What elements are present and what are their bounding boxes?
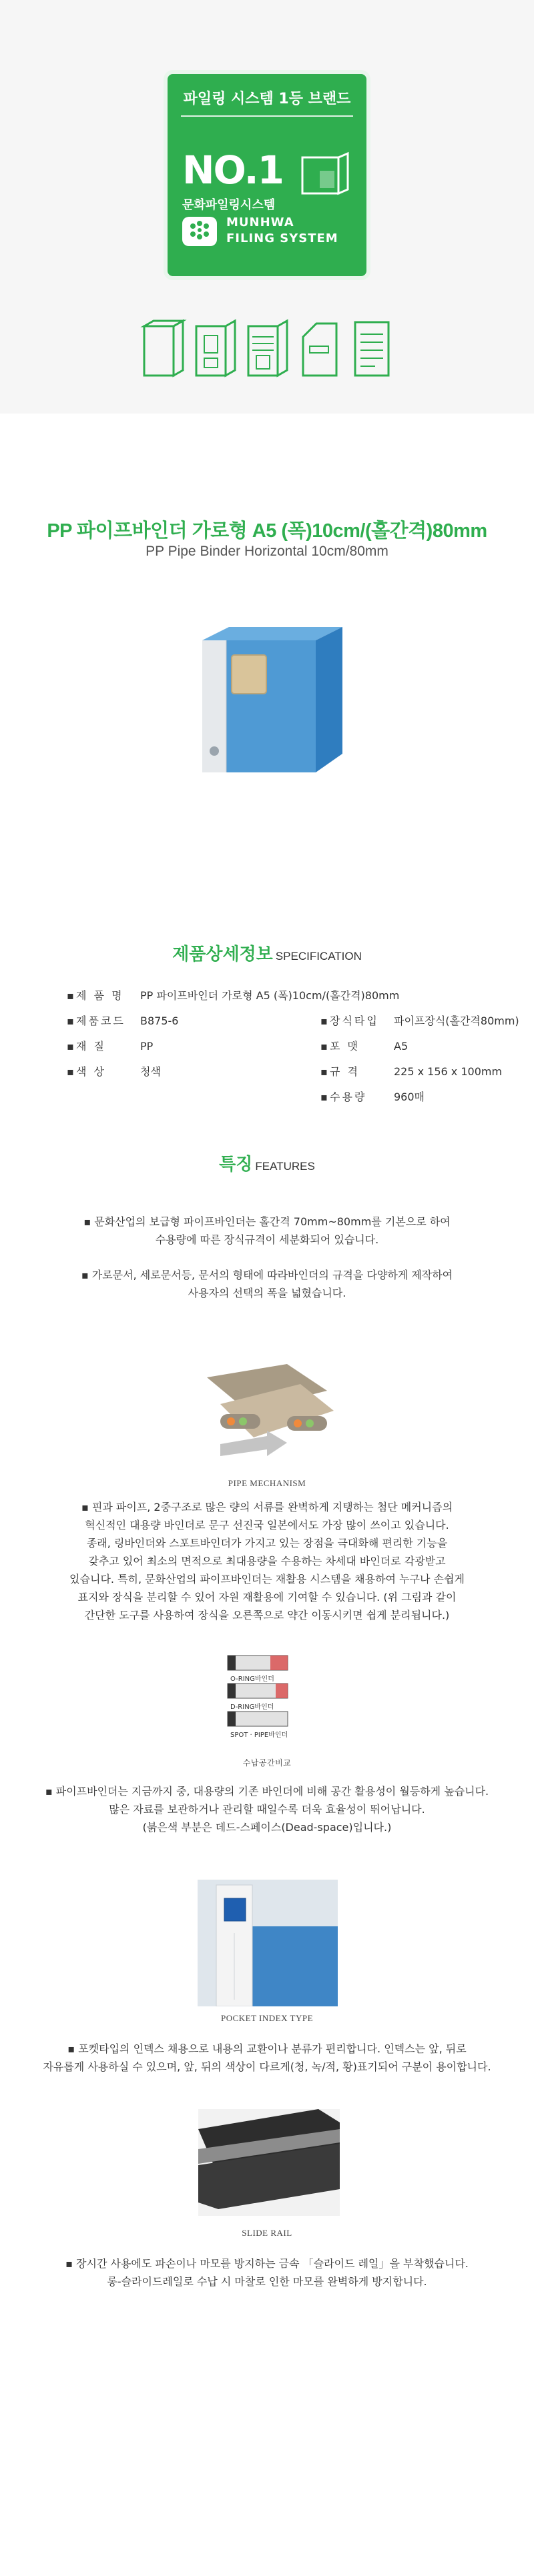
bullet: ▪ — [67, 1065, 74, 1078]
spec-value: A5 — [394, 1040, 409, 1053]
spec-label: 장식타입 — [330, 1015, 379, 1027]
paragraph-line: 혁신적인 대용량 바인더로 문구 선진국 일본에서도 가장 많이 쓰이고 있습니다. — [85, 1519, 449, 1531]
spec-value: 파이프장식(홀간격80mm) — [394, 1015, 519, 1027]
features-heading-ko: 특징 — [219, 1155, 253, 1175]
paragraph-line: 롱-슬라이드레일로 수납 시 마찰로 인한 마모를 완벽하게 방지합니다. — [107, 2275, 427, 2288]
spec-value: 225 x 156 x 100mm — [394, 1065, 503, 1078]
spec-label: 제 품 명 — [76, 989, 124, 1002]
paragraph-line: 표지와 장식을 분리할 수 있어 자원 재활용에 기여할 수 있습니다. (위 그림과 같이 — [77, 1591, 457, 1603]
comparison-label-dring: D-RING바인더 — [230, 1704, 274, 1711]
paragraph-line: 갖추고 있어 최소의 면적으로 최대용량을 수용하는 차세대 바인더로 각광받고 — [88, 1555, 446, 1567]
binder-icon — [300, 151, 353, 200]
brand-name-en-1: MUNHWA — [226, 215, 294, 229]
brand-name-en-2: FILING SYSTEM — [226, 231, 338, 245]
binder-icon — [140, 317, 187, 383]
product-subtitle: PP Pipe Binder Horizontal 10cm/80mm — [146, 544, 388, 559]
spec-row-capacity — [320, 1089, 425, 1104]
spec-value: PP — [140, 1040, 154, 1053]
comparison-label-oring: O-RING바인더 — [230, 1676, 274, 1683]
slide-rail-image — [198, 2109, 340, 2218]
file-box-icon — [296, 317, 343, 383]
spec-value: PP 파이프바인더 가로형 A5 (폭)10cm/(홀간격)80mm — [140, 989, 400, 1002]
feature-paragraph-4 — [13, 1782, 521, 1836]
brand-name-ko: 문화파일링시스템 — [182, 198, 276, 212]
paragraph-line: 있습니다. 특히, 문화산업의 파이프바인더는 재활용 시스템을 채용하여 누구나 손쉽게 — [69, 1573, 465, 1585]
binder-icon — [192, 317, 239, 383]
spec-heading-ko: 제품상세정보 — [172, 944, 273, 964]
paragraph-line: (붉은색 부분은 데드-스페이스(Dead-space)입니다.) — [142, 1821, 392, 1834]
spec-value: B875-6 — [140, 1015, 179, 1027]
spec-row-code — [67, 1013, 178, 1028]
brand-header — [0, 0, 534, 414]
bullet: ▪ — [320, 1091, 328, 1103]
spec-label: 포 맷 — [330, 1040, 360, 1053]
spec-value: 960매 — [394, 1091, 425, 1103]
document-icon — [348, 317, 395, 383]
paragraph-line: 사용자의 선택의 폭을 넓혔습니다. — [188, 1287, 346, 1299]
pocket-index-caption: POCKET INDEX TYPE — [220, 2013, 314, 2023]
spec-label: 색 상 — [76, 1065, 106, 1078]
spec-label: 제품코드 — [76, 1015, 125, 1027]
bullet: ▪ — [320, 1065, 328, 1078]
pipe-mechanism-image — [194, 1364, 340, 1467]
paragraph-line: ▪ 문화산업의 보급형 파이프바인더는 홀간격 70mm~80mm를 기본으로 하여 — [83, 1215, 451, 1228]
feature-paragraph-6 — [13, 2255, 521, 2291]
feature-paragraph-3 — [13, 1498, 521, 1624]
paragraph-line: ▪ 가로문서, 세로문서등, 문서의 형태에 따라바인더의 규격을 다양하게 제작하여 — [81, 1269, 453, 1281]
divider — [181, 115, 353, 117]
feature-paragraph-2 — [0, 1266, 534, 1302]
feature-paragraph-1 — [0, 1213, 534, 1249]
spec-heading-en: SPECIFICATION — [275, 950, 362, 962]
bullet: ▪ — [67, 1040, 74, 1053]
munhwa-logo-icon — [182, 217, 217, 246]
spec-row-format — [320, 1038, 408, 1053]
paragraph-line: 많은 자료를 보관하거나 관리할 때일수록 더욱 효율성이 뛰어납니다. — [109, 1803, 425, 1816]
spec-label: 수용량 — [330, 1091, 367, 1103]
spec-row-color — [67, 1063, 161, 1079]
paragraph-line: 간단한 도구를 사용하여 장식을 오른쪽으로 약간 이동시키면 쉽게 분리됩니다.) — [84, 1609, 450, 1622]
spec-row-name — [67, 987, 399, 1003]
space-comparison-caption: 수납공간비교 — [242, 1758, 292, 1768]
paragraph-line: 수용량에 따른 장식규격이 세분화되어 있습니다. — [155, 1233, 379, 1246]
spec-label: 규 격 — [330, 1065, 360, 1078]
spec-heading — [0, 940, 534, 965]
paragraph-line: ▪ 장시간 사용에도 파손이나 마모를 방지하는 금속 「슬라이드 레일」을 부착했습니다. — [65, 2257, 469, 2270]
slide-rail-caption: SLIDE RAIL — [242, 2228, 292, 2238]
bullet: ▪ — [67, 1015, 74, 1027]
brand-kicker: 파일링 시스템 1등 브랜드 — [183, 91, 351, 107]
comparison-label-pipe: SPOT · PIPE바인더 — [230, 1732, 288, 1739]
spec-value: 청색 — [140, 1065, 161, 1078]
features-heading — [0, 1151, 534, 1175]
pocket-index-image — [198, 1880, 338, 2009]
bullet: ▪ — [320, 1015, 328, 1027]
bullet: ▪ — [320, 1040, 328, 1053]
product-image — [189, 620, 349, 790]
paragraph-line: ▪ 핀과 파이프, 2중구조로 많은 량의 서류를 완벽하게 지탱하는 첨단 메커니즘의 — [81, 1501, 453, 1513]
brand-no1: NO.1 — [182, 147, 283, 193]
features-heading-en: FEATURES — [255, 1160, 315, 1173]
feature-paragraph-5 — [13, 2040, 521, 2076]
spec-row-mechanism — [320, 1013, 519, 1028]
paragraph-line: ▪ 파이프바인더는 지금까지 중, 대용량의 기존 바인더에 비해 공간 활용성이 월등하게 높습니다. — [45, 1785, 489, 1798]
bullet: ▪ — [67, 989, 74, 1002]
product-title: PP 파이프바인더 가로형 A5 (폭)10cm/(홀간격)80mm — [47, 520, 487, 542]
paragraph-line: 종래, 링바인더와 스포트바인더가 가지고 있는 장점을 극대화해 편리한 기능을 — [86, 1537, 448, 1549]
spec-row-material — [67, 1038, 153, 1053]
product-icon-row — [140, 317, 394, 384]
paragraph-line: 자유롭게 사용하실 수 있으며, 앞, 뒤의 색상이 다르게(청, 녹/적, 황)표기되어 구분이 용이합니다. — [43, 2060, 491, 2073]
pipe-mechanism-caption: PIPE MECHANISM — [228, 1478, 306, 1488]
spec-row-size — [320, 1063, 502, 1079]
spec-table — [67, 987, 519, 1103]
box-binder-icon — [244, 317, 291, 383]
paragraph-line: ▪ 포켓타입의 인덱스 채용으로 내용의 교환이나 분류가 편리합니다. 인덱스는 앞, 뒤로 — [67, 2042, 467, 2055]
spec-label: 재 질 — [76, 1040, 106, 1053]
brand-badge — [164, 70, 370, 280]
